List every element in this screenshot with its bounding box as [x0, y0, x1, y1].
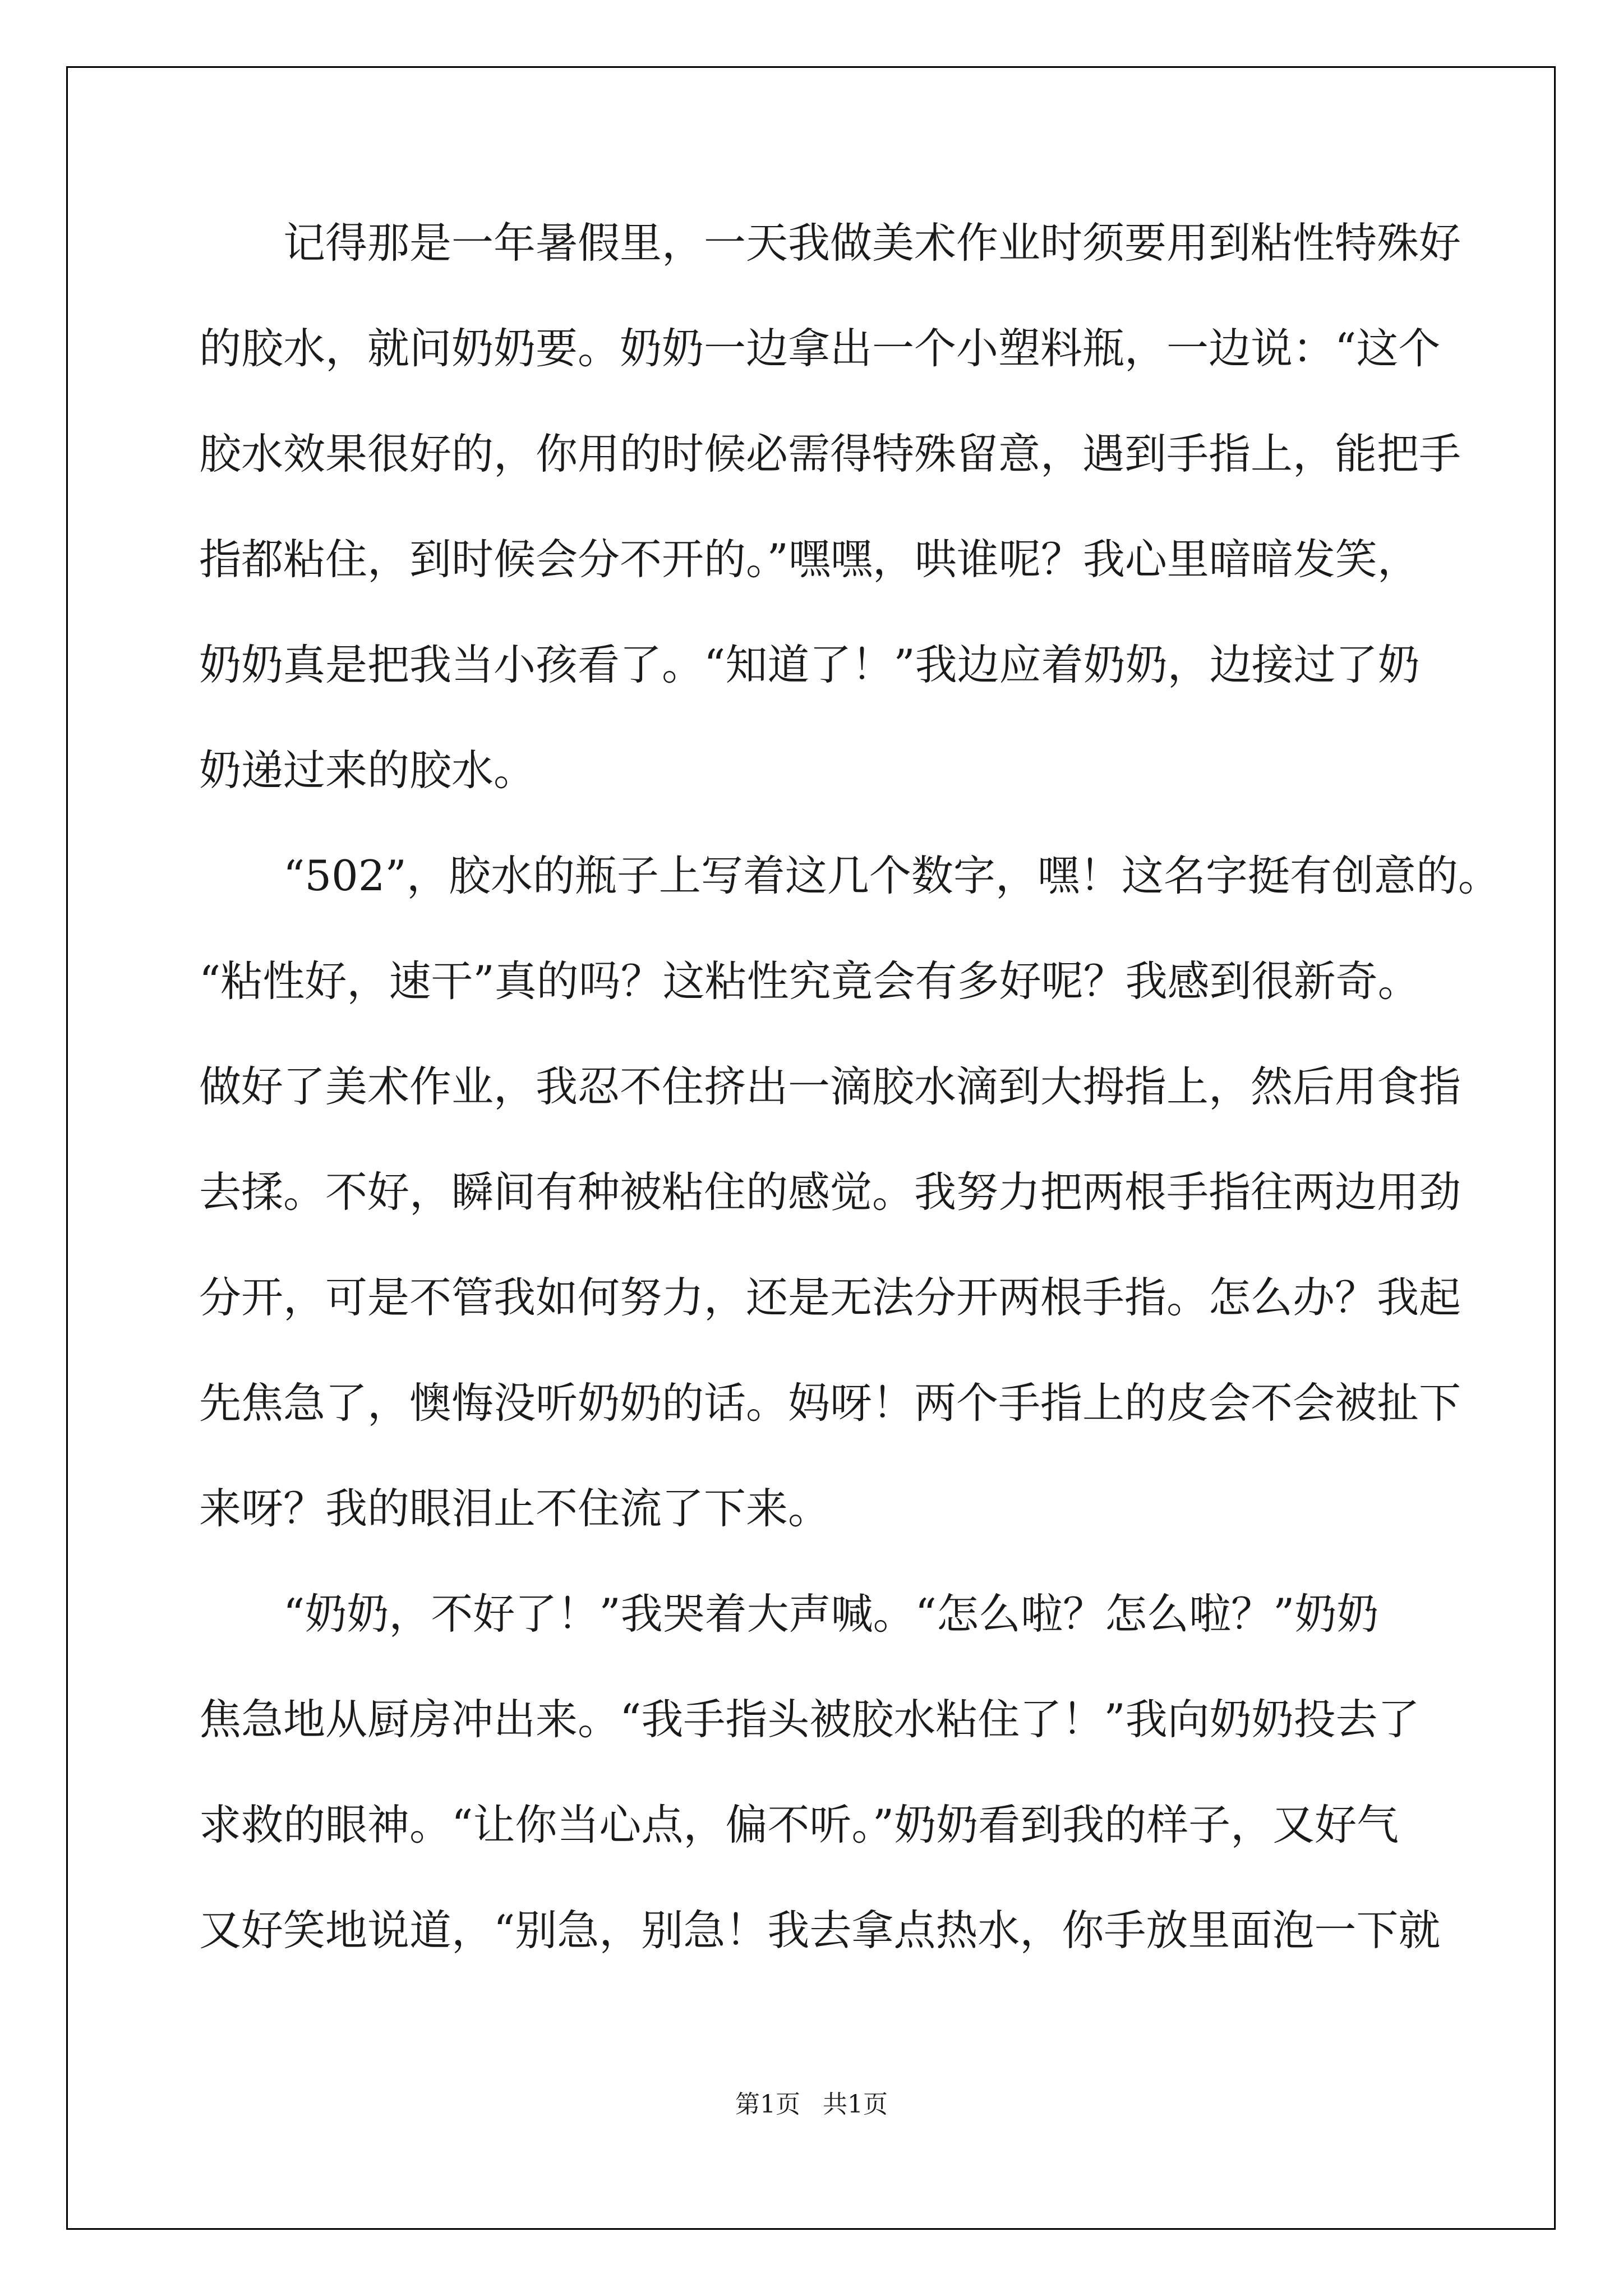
- paragraph-2-line-2: “粘性好，速干”真的吗？这粘性究竟会有多好呢？我感到很新奇。: [199, 956, 1420, 1006]
- paragraph-3-line-3: 求救的眼神。“让你当心点，偏不听。”奶奶看到我的样子，又好气: [199, 1800, 1399, 1849]
- paragraph-2-line-4: 去揉。不好，瞬间有种被粘住的感觉。我努力把两根手指往两边用劲: [199, 1167, 1461, 1217]
- page-footer: [0, 2084, 1623, 2120]
- paragraph-3-line-4: 又好笑地说道，“别急，别急！我去拿点热水，你手放里面泡一下就: [199, 1906, 1441, 1955]
- paragraph-1-line-5: 奶奶真是把我当小孩看了。“知道了！”我边应着奶奶，边接过了奶: [199, 640, 1420, 689]
- page-number: 第1页: [735, 2090, 800, 2119]
- paragraph-3-line-1: “奶奶，不好了！”我哭着大声喊。“怎么啦？怎么啦？”奶奶: [283, 1589, 1379, 1639]
- paragraph-3-line-2: 焦急地从厨房冲出来。“我手指头被胶水粘住了！”我向奶奶投去了: [199, 1695, 1420, 1744]
- paragraph-1-line-2: 的胶水，就问奶奶要。奶奶一边拿出一个小塑料瓶，一边说：“这个: [199, 324, 1441, 373]
- paragraph-2-line-6: 先焦急了，懊悔没听奶奶的话。妈呀！两个手指上的皮会不会被扯下: [199, 1378, 1461, 1428]
- paragraph-1-line-3: 胶水效果很好的，你用的时候必需得特殊留意，遇到手指上，能把手: [199, 429, 1461, 478]
- paragraph-1-line-1: 记得那是一年暑假里，一天我做美术作业时须要用到粘性特殊好: [283, 218, 1461, 268]
- paragraph-2-line-3: 做好了美术作业，我忍不住挤出一滴胶水滴到大拇指上，然后用食指: [199, 1062, 1461, 1111]
- paragraph-2-line-7: 来呀？我的眼泪止不住流了下来。: [199, 1484, 831, 1533]
- paragraph-1-line-6: 奶递过来的胶水。: [199, 746, 536, 795]
- paragraph-2-line-5: 分开，可是不管我如何努力，还是无法分开两根手指。怎么办？我起: [199, 1273, 1461, 1322]
- document-body: [199, 215, 1500, 2008]
- paragraph-2-line-1: “502”，胶水的瓶子上写着这几个数字，嘿！这名字挺有创意的。: [283, 851, 1500, 900]
- page-total: 共1页: [823, 2090, 888, 2119]
- paragraph-1-line-4: 指都粘住，到时候会分不开的。”嘿嘿，哄谁呢？我心里暗暗发笑，: [199, 535, 1419, 584]
